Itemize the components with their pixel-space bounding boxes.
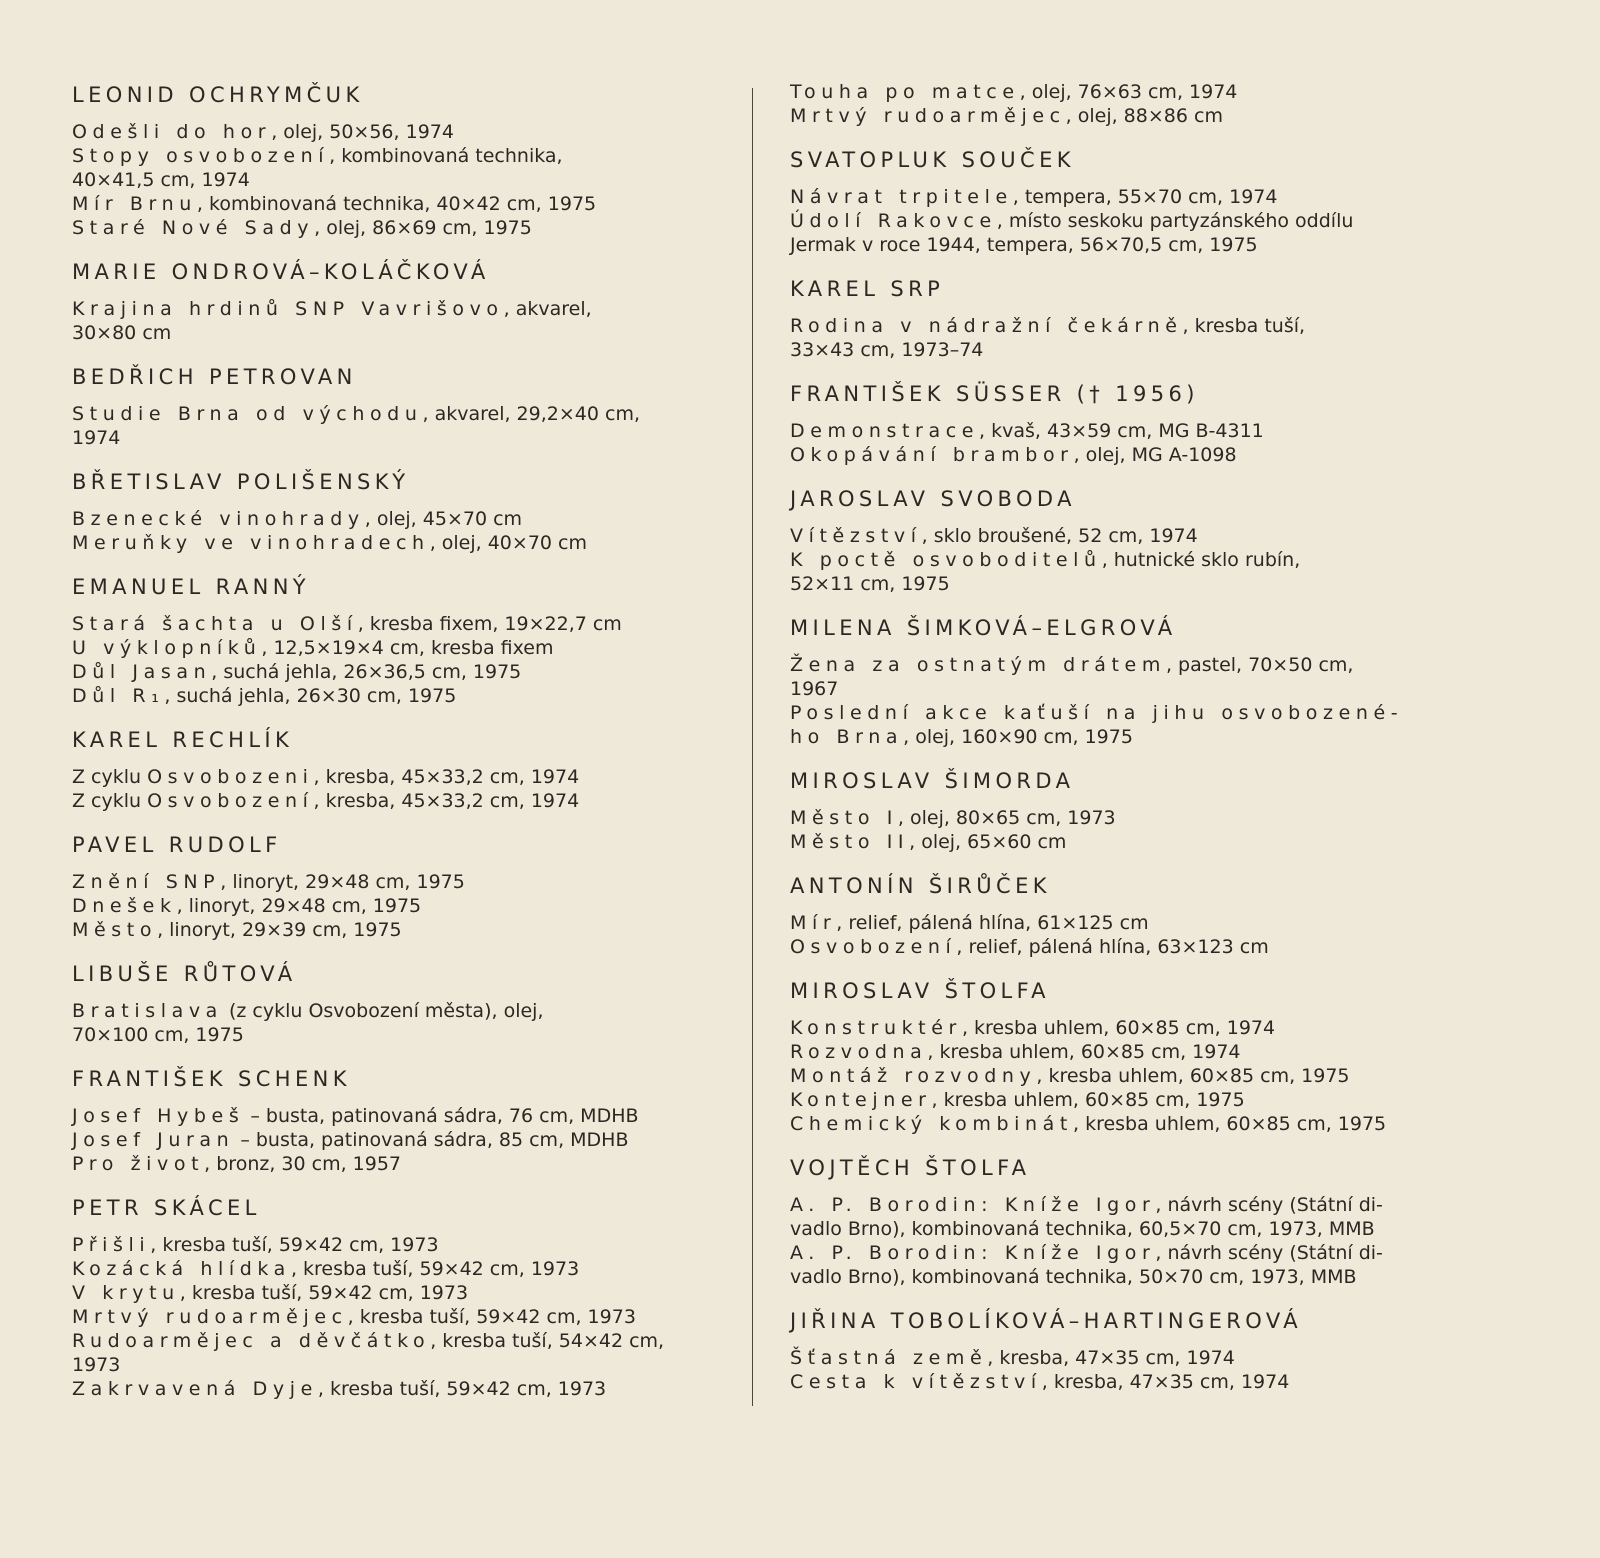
artwork-item [790, 419, 1440, 443]
left-column [72, 80, 722, 1418]
artwork-item [72, 660, 722, 684]
artwork-details: , pastel, 70×50 cm, 1967 [790, 654, 1354, 700]
artwork-details: , akvarel, 29,2×40 cm, 1974 [72, 403, 640, 449]
artwork-details: , kresba, 45×33,2 cm, 1974 [313, 790, 580, 812]
artwork-details: , olej, 160×90 cm, 1975 [903, 726, 1133, 748]
artist-name: FRANTIŠEK SÜSSER († 1956) [790, 382, 1199, 406]
artwork-title: Konstruktér [790, 1017, 962, 1039]
artwork-item [790, 1193, 1440, 1241]
artwork-title: Mrtvý rudoarmějec [72, 1306, 348, 1328]
artwork-details: , olej, 50×56, 1974 [271, 121, 454, 143]
works-list [790, 1193, 1440, 1289]
artwork-title: Město [72, 919, 158, 941]
artist-name: LEONID OCHRYMČUK [72, 83, 364, 107]
artwork-title: Vítězství [790, 525, 922, 547]
artist-name: SVATOPLUK SOUČEK [790, 148, 1075, 172]
artwork-item [72, 120, 722, 144]
artwork-title: Návrat trpitele [790, 186, 1013, 208]
artwork-title: Odešli do hor [72, 121, 272, 143]
artwork-item [72, 1104, 722, 1128]
artist-name: JAROSLAV SVOBODA [790, 487, 1076, 511]
works-list [790, 314, 1440, 362]
artwork-details: , kresba tuší, 59×42 cm, 1973 [290, 1258, 580, 1280]
artwork-item [790, 524, 1440, 548]
artwork-item [790, 1016, 1440, 1040]
artwork-title: Zakrvavená Dyje [72, 1378, 318, 1400]
works-list [72, 297, 722, 345]
artwork-title: A. P. Borodin: Kníže Igor [790, 1194, 1156, 1216]
artwork-title: Znění SNP [72, 871, 221, 893]
artwork-title: Chemický kombinát [790, 1113, 1073, 1135]
artist-entry [72, 725, 722, 813]
artwork-item [72, 789, 722, 813]
artwork-title: Osvobození [790, 936, 957, 958]
artwork-details: , kresba tuší, 59×42 cm, 1973 [179, 1282, 469, 1304]
artist-entry [790, 274, 1440, 362]
artist-entry [790, 80, 1440, 128]
artist-entry [790, 766, 1440, 854]
artwork-title: Josef Juran [72, 1129, 235, 1151]
artwork-details: , bronz, 30 cm, 1957 [204, 1153, 402, 1175]
artwork-details: , olej, 86×69 cm, 1975 [314, 217, 532, 239]
artwork-title: Montáž rozvodny [790, 1065, 1037, 1087]
works-list [790, 524, 1440, 596]
works-list [72, 765, 722, 813]
artwork-title: K poctě osvoboditelů [790, 549, 1102, 571]
artist-name: ANTONÍN ŠIRŮČEK [790, 874, 1051, 898]
artist-name: MIROSLAV ŠTOLFA [790, 979, 1050, 1003]
artwork-details: , hutnické sklo rubín, 52×11 cm, 1975 [790, 549, 1301, 595]
artwork-item [72, 1305, 722, 1329]
artist-name: MARIE ONDROVÁ–KOLÁČKOVÁ [72, 260, 490, 284]
artwork-title: Město II [790, 831, 910, 853]
artwork-item [790, 1241, 1440, 1289]
artwork-item [790, 653, 1440, 701]
artwork-details: , olej, MG A-1098 [1073, 444, 1237, 466]
artwork-item [790, 1346, 1440, 1370]
artwork-prefix: Z cyklu [72, 766, 148, 788]
artwork-details: , návrh scény (Státní di- vadlo Brno), kombinovaná technika, 60,5×70 cm, 1973, MMB [790, 1194, 1383, 1240]
artwork-prefix: Z cyklu [72, 790, 148, 812]
artwork-details: , kresba tuší, 33×43 cm, 1973–74 [790, 315, 1306, 361]
artwork-title: Osvobození [147, 790, 314, 812]
artwork-details: , návrh scény (Státní di- vadlo Brno), kombinovaná technika, 50×70 cm, 1973, MMB [790, 1242, 1383, 1288]
artwork-item [790, 1064, 1440, 1088]
artwork-details: , relief, pálená hlína, 61×125 cm [836, 912, 1149, 934]
artwork-details: , suchá jehla, 26×36,5 cm, 1975 [211, 661, 522, 683]
artwork-details: , olej, 80×65 cm, 1973 [897, 807, 1116, 829]
artwork-details: , sklo broušené, 52 cm, 1974 [921, 525, 1198, 547]
artwork-item [72, 507, 722, 531]
artwork-title: Bzenecké vinohrady [72, 508, 365, 530]
artwork-item [790, 935, 1440, 959]
artwork-title: Osvobozeni [147, 766, 314, 788]
artwork-title: Mír [790, 912, 837, 934]
artwork-item [790, 209, 1440, 257]
artwork-title: Žena za ostnatým drátem [790, 654, 1166, 676]
artwork-item [72, 1377, 722, 1401]
works-list [790, 1016, 1440, 1136]
artwork-item [790, 185, 1440, 209]
artwork-item [790, 548, 1440, 596]
artwork-details: , kresba tuší, 59×42 cm, 1973 [150, 1234, 439, 1256]
artist-entry [72, 1193, 722, 1401]
works-list [790, 806, 1440, 854]
artist-entry [790, 613, 1440, 749]
artwork-details: – busta, patinovaná sádra, 76 cm, MDHB [244, 1105, 639, 1127]
artist-name: KAREL RECHLÍK [72, 728, 294, 752]
artist-entry [790, 484, 1440, 596]
works-list [790, 419, 1440, 467]
works-list [72, 1233, 722, 1401]
artwork-item [72, 765, 722, 789]
column-divider [752, 88, 753, 1406]
artist-entry [790, 379, 1440, 467]
artwork-item [72, 531, 722, 555]
artwork-title: Rudoarmějec a děvčátko [72, 1330, 431, 1352]
artist-entry [72, 257, 722, 345]
works-list [790, 80, 1440, 128]
artist-name: JIŘINA TOBOLÍKOVÁ–HARTINGEROVÁ [790, 1309, 1303, 1333]
artwork-item [790, 80, 1440, 104]
artwork-title: Mrtvý rudoarmějec [790, 105, 1066, 127]
artwork-details: , kresba uhlem, 60×85 cm, 1974 [927, 1041, 1241, 1063]
artist-entry [790, 1306, 1440, 1394]
artwork-title: V krytu [72, 1282, 180, 1304]
artwork-item [790, 911, 1440, 935]
artwork-item [790, 1088, 1440, 1112]
artist-entry [72, 467, 722, 555]
works-list [790, 1346, 1440, 1394]
artwork-title: Rodina v nádražní čekárně [790, 315, 1183, 337]
artist-entry [72, 1064, 722, 1176]
artwork-item [790, 830, 1440, 854]
works-list [72, 120, 722, 240]
artwork-details: (z cyklu Osvobození města), olej, 70×100 cm, 1975 [72, 1000, 544, 1046]
artwork-item [72, 999, 722, 1047]
artwork-details: , kresba fixem, 19×22,7 cm [357, 613, 622, 635]
artwork-title: Krajina hrdinů SNP Vavrišovo [72, 298, 504, 320]
artist-name: EMANUEL RANNÝ [72, 575, 311, 599]
artwork-title: Údolí Rakovce [790, 210, 997, 232]
artwork-item [790, 104, 1440, 128]
artwork-item [72, 636, 722, 660]
artwork-details: , kvaš, 43×59 cm, MG B-4311 [979, 420, 1264, 442]
artwork-title: Studie Brna od východu [72, 403, 423, 425]
artwork-title: Okopávání brambor [790, 444, 1074, 466]
artwork-details: , kresba uhlem, 60×85 cm, 1974 [961, 1017, 1276, 1039]
works-list [72, 999, 722, 1047]
artwork-details: , kresba uhlem, 60×85 cm, 1975 [1036, 1065, 1350, 1087]
artist-name: MILENA ŠIMKOVÁ–ELGROVÁ [790, 616, 1177, 640]
artwork-details: , tempera, 55×70 cm, 1974 [1012, 186, 1278, 208]
artwork-details: , kombinovaná technika, 40×41,5 cm, 1974 [72, 145, 563, 191]
artwork-item [72, 1329, 722, 1377]
artwork-item [72, 1257, 722, 1281]
artwork-item [72, 1233, 722, 1257]
artist-entry [790, 976, 1440, 1136]
artwork-title: Pro život [72, 1153, 205, 1175]
artwork-item [72, 144, 722, 192]
artwork-title: Staré Nové Sady [72, 217, 315, 239]
artist-entry [72, 362, 722, 450]
artwork-title: Kozácká hlídka [72, 1258, 291, 1280]
artwork-title: Cesta k vítězství [790, 1371, 1042, 1393]
artwork-title: A. P. Borodin: Kníže Igor [790, 1242, 1156, 1264]
artwork-details: , linoryt, 29×39 cm, 1975 [157, 919, 402, 941]
artwork-title: Meruňky ve vinohradech [72, 532, 430, 554]
artist-name: PETR SKÁCEL [72, 1196, 261, 1220]
artwork-details: , kresba uhlem, 60×85 cm, 1975 [1072, 1113, 1387, 1135]
artwork-item [72, 870, 722, 894]
artist-name: BŘETISLAV POLIŠENSKÝ [72, 470, 410, 494]
artwork-details: , linoryt, 29×48 cm, 1975 [176, 895, 422, 917]
artwork-title: Šťastná země [790, 1347, 988, 1369]
artwork-item [790, 1112, 1440, 1136]
works-list [72, 1104, 722, 1176]
artist-name: MIROSLAV ŠIMORDA [790, 769, 1075, 793]
artwork-title: Stará šachta u Olší [72, 613, 358, 635]
artwork-item [72, 1281, 722, 1305]
artwork-item [72, 216, 722, 240]
artwork-item [72, 1128, 722, 1152]
artwork-details: , kombinovaná technika, 40×42 cm, 1975 [196, 193, 597, 215]
artwork-title: Josef Hybeš [72, 1105, 245, 1127]
artwork-item [72, 918, 722, 942]
artist-entry [72, 80, 722, 240]
artwork-title: Touha po matce [790, 81, 1020, 103]
artist-entry [790, 871, 1440, 959]
artist-name: FRANTIŠEK SCHENK [72, 1067, 351, 1091]
artwork-details: , kresba, 47×35 cm, 1974 [1041, 1371, 1290, 1393]
artist-name: KAREL SRP [790, 277, 945, 301]
artwork-details: , 12,5×19×4 cm, kresba fixem [261, 637, 554, 659]
works-list [72, 402, 722, 450]
works-list [790, 653, 1440, 749]
artwork-details: , kresba, 47×35 cm, 1974 [987, 1347, 1235, 1369]
artwork-details: , kresba tuší, 59×42 cm, 1973 [317, 1378, 607, 1400]
artwork-title: Bratislava [72, 1000, 223, 1022]
artwork-title: Poslední akce kaťuší na jihu osvobozené- ho Brna [790, 702, 1404, 748]
artwork-item [790, 1370, 1440, 1394]
artwork-item [790, 314, 1440, 362]
artist-name: BEDŘICH PETROVAN [72, 365, 357, 389]
artwork-item [72, 297, 722, 345]
works-list [790, 185, 1440, 257]
artwork-details: , relief, pálená hlína, 63×123 cm [956, 936, 1269, 958]
artist-entry [72, 959, 722, 1047]
artwork-item [790, 701, 1440, 749]
artwork-item [72, 192, 722, 216]
artwork-item [72, 612, 722, 636]
artwork-title: Důl Jasan [72, 661, 212, 683]
artwork-details: , olej, 65×60 cm [909, 831, 1067, 853]
artwork-details: , olej, 40×70 cm [429, 532, 587, 554]
artwork-title: Přišli [72, 1234, 151, 1256]
artwork-details: , kresba tuší, 54×42 cm, 1973 [72, 1330, 665, 1376]
artist-name: PAVEL RUDOLF [72, 833, 282, 857]
artwork-item [790, 1040, 1440, 1064]
artwork-details: – busta, patinovaná sádra, 85 cm, MDHB [234, 1129, 629, 1151]
artwork-item [72, 684, 722, 708]
artwork-title: Dnešek [72, 895, 177, 917]
works-list [72, 507, 722, 555]
artwork-details: , kresba, 45×33,2 cm, 1974 [313, 766, 580, 788]
artist-entry [72, 572, 722, 708]
artwork-item [790, 443, 1440, 467]
artwork-title: Demonstrace [790, 420, 980, 442]
artwork-details: , olej, 88×86 cm [1065, 105, 1223, 127]
artwork-item [72, 1152, 722, 1176]
works-list [72, 612, 722, 708]
works-list [790, 911, 1440, 959]
artwork-details: , místo seskoku partyzánského oddílu Jermak v roce 1944, tempera, 56×70,5 cm, 1975 [790, 210, 1354, 256]
artwork-details: , akvarel, 30×80 cm [72, 298, 592, 344]
artwork-title: Mír Brnu [72, 193, 197, 215]
artwork-details: , linoryt, 29×48 cm, 1975 [220, 871, 465, 893]
artwork-title: Stopy osvobození [72, 145, 330, 167]
artwork-details: , suchá jehla, 26×30 cm, 1975 [164, 685, 457, 707]
artwork-details: , olej, 45×70 cm [364, 508, 523, 530]
artwork-title: U výklopníků [72, 637, 262, 659]
artwork-title: Důl R₁ [72, 685, 165, 707]
artwork-item [72, 402, 722, 450]
artist-entry [790, 1153, 1440, 1289]
artwork-item [790, 806, 1440, 830]
artist-name: LIBUŠE RŮTOVÁ [72, 962, 297, 986]
artwork-details: , kresba tuší, 59×42 cm, 1973 [347, 1306, 636, 1328]
artwork-details: , olej, 76×63 cm, 1974 [1019, 81, 1238, 103]
artwork-title: Rozvodna [790, 1041, 928, 1063]
artwork-title: Kontejner [790, 1089, 932, 1111]
artwork-details: , kresba uhlem, 60×85 cm, 1975 [931, 1089, 1245, 1111]
works-list [72, 870, 722, 942]
right-column [790, 80, 1440, 1411]
artist-name: VOJTĚCH ŠTOLFA [790, 1156, 1031, 1180]
artwork-item [72, 894, 722, 918]
artwork-title: Město I [790, 807, 898, 829]
artist-entry [790, 145, 1440, 257]
artist-entry [72, 830, 722, 942]
